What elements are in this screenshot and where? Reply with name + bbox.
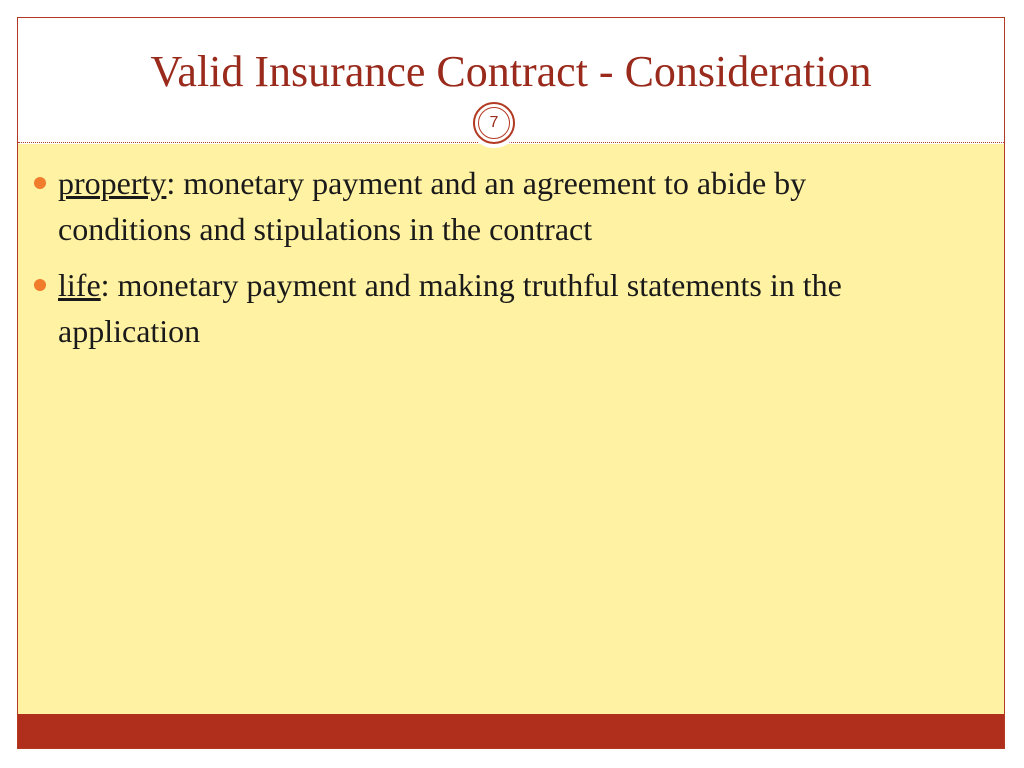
header-divider	[18, 142, 1004, 143]
bullet-dot-icon	[34, 279, 46, 291]
slide-title: Valid Insurance Contract - Consideration	[150, 47, 872, 96]
bullet-term: property	[58, 165, 167, 201]
bullet-text: : monetary payment and making truthful statements in the application	[58, 267, 842, 349]
page-number-badge	[473, 102, 515, 144]
bullet-list	[34, 160, 934, 364]
page-number: 7	[478, 107, 510, 139]
footer-bar	[18, 714, 1004, 748]
bullet-term: life	[58, 267, 101, 303]
list-item	[34, 160, 934, 252]
bullet-dot-icon	[34, 177, 46, 189]
list-item	[34, 262, 934, 354]
bullet-text: : monetary payment and an agreement to abide by conditions and stipulations in the contract	[58, 165, 807, 247]
